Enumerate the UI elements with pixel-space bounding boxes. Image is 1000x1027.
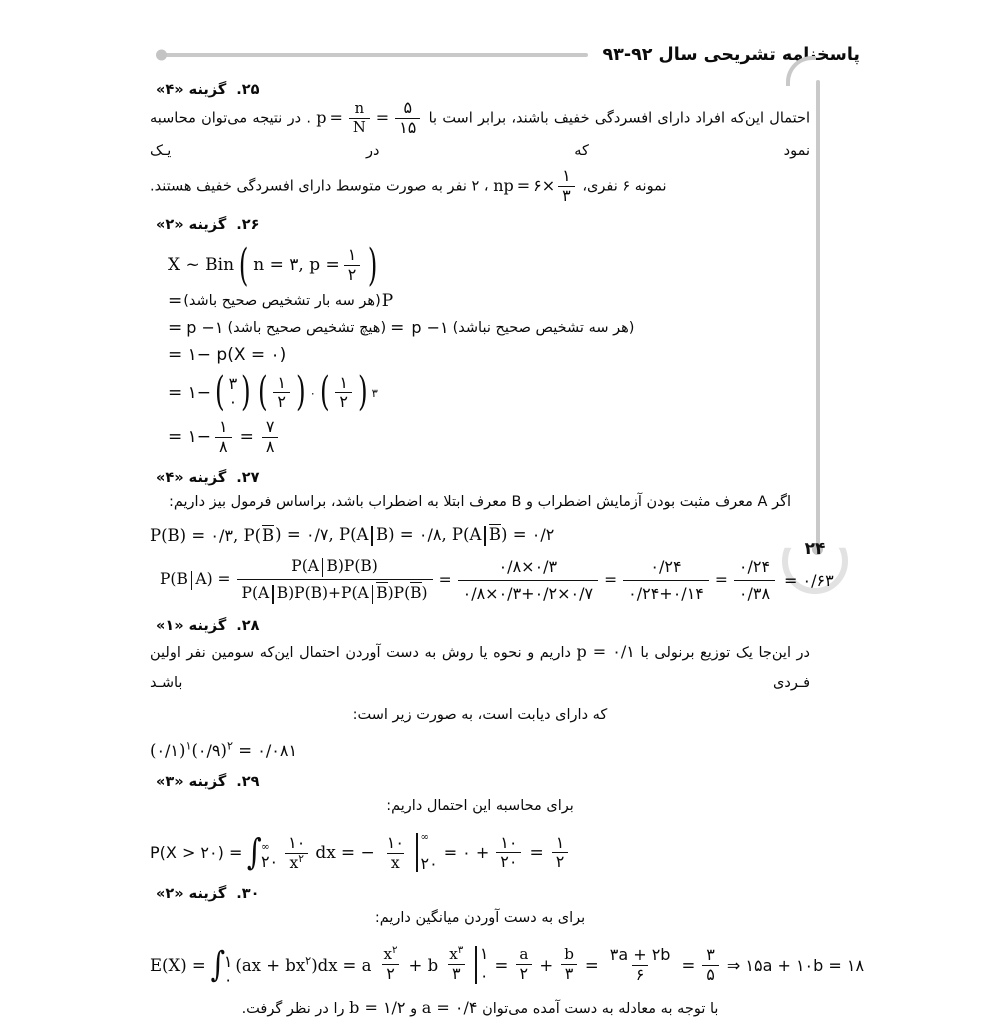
page-header bbox=[160, 38, 860, 72]
evaluation-bar-1: ∞ ۲۰ bbox=[416, 833, 438, 872]
solution-28-head bbox=[150, 618, 810, 634]
p-equals-value: p = ۰/۱ bbox=[576, 642, 635, 662]
b-value: b = ۱/۲ bbox=[349, 998, 406, 1018]
header-decorative-rule bbox=[160, 53, 588, 57]
solution-28-number: ۲۸. bbox=[236, 618, 260, 635]
solution-25-number: ۲۵. bbox=[236, 82, 260, 98]
solution-30-choice: گزینه «۲» bbox=[156, 886, 227, 903]
solution-29-head bbox=[150, 774, 810, 790]
solution-26-choice: گزینه «۲» bbox=[156, 216, 227, 233]
integral-sign-1: ∫ ∞ ۲۰ bbox=[247, 832, 279, 874]
solution-30-text-c: و bbox=[410, 1001, 418, 1018]
solution-27 bbox=[150, 469, 834, 605]
evaluation-bar-2: ۱ ۰ bbox=[475, 946, 488, 984]
probability-lhs: P(X > ۲۰) = bbox=[150, 843, 243, 863]
equals-2: = bbox=[375, 107, 390, 127]
equals-17: = bbox=[494, 955, 509, 975]
solution-27-number: ۲۷. bbox=[236, 469, 260, 486]
p-symbol: p bbox=[316, 107, 327, 127]
equals-4: = bbox=[168, 290, 183, 311]
solution-29-choice: گزینه «۳» bbox=[156, 773, 227, 790]
equals-19: = bbox=[681, 955, 696, 975]
six-times: ۶× bbox=[533, 176, 556, 196]
equals-7: = ۱− bbox=[168, 382, 212, 403]
solution-26-number: ۲۶. bbox=[236, 216, 260, 233]
fraction-10-over-x2: $\frac{۱۰}{x^۲}$ bbox=[284, 835, 309, 871]
solutions-container bbox=[150, 82, 865, 1027]
solution-30-text-a: با توجه به معادله به دست آمده می‌توان bbox=[482, 1001, 719, 1018]
expectation-lhs: E(X) = bbox=[150, 955, 206, 975]
equals-12: = bbox=[714, 571, 728, 590]
solution-25-text-1b: . در نتیجه می‌توان محاسبه نمود که در یـک bbox=[150, 110, 810, 159]
half-power-zero: ( $\frac{۱}{۲}$ ) bbox=[257, 369, 306, 416]
equals-3: = bbox=[516, 176, 531, 196]
fraction-x3-over-3: $\frac{x^۳}{۳}$ bbox=[449, 944, 464, 984]
np-symbol: np bbox=[493, 176, 514, 196]
solution-26-head bbox=[150, 217, 810, 233]
solution-29 bbox=[150, 774, 810, 873]
solution-25 bbox=[150, 82, 810, 205]
integrand-1: $(ax + bx^۲)dx$ bbox=[235, 954, 338, 975]
fraction-x2-over-2: $\frac{x^۲}{۲}$ bbox=[383, 944, 398, 984]
solution-27-intro: اگر A معرف مثبت بودن آزمایش اضطراب و B معرف ابتلا به اضطراب باشد، براساس فرمول بیز داریم: bbox=[168, 493, 792, 510]
integral-sign-2: ∫ ۱ ۰ bbox=[210, 944, 233, 990]
solution-26-line-2 bbox=[150, 291, 810, 311]
solution-30-closing bbox=[150, 992, 810, 1025]
binomial-params: n = ۳, p = bbox=[253, 255, 340, 276]
one-minus-p-1: ۱− p bbox=[411, 318, 449, 337]
fraction-1-over-2-a: $\frac{۱}{۲}$ bbox=[344, 247, 361, 284]
solution-27-givens: P(B) = ۰/۳, P( B ) = ۰/۷, P(A B) = ۰/۸, P(A B) = ۰/۲ bbox=[150, 525, 555, 546]
fraction-10-over-x: $\frac{۱۰}{x}$ bbox=[386, 832, 404, 872]
equals-15: = bbox=[529, 842, 544, 863]
solution-28-math: (۰/۱)$^۱$(۰/۹)$^۲$ = ۰/۰۸۱ bbox=[150, 739, 298, 760]
equals-8: = ۱− bbox=[168, 427, 212, 448]
solution-26 bbox=[150, 217, 810, 456]
equals-13: = − bbox=[340, 842, 375, 863]
fraction-1-over-3: $\frac{۱}{۳}$ bbox=[558, 168, 575, 205]
dx-1: dx bbox=[315, 842, 336, 863]
equals-18: = bbox=[584, 955, 599, 975]
solution-25-inline-math-1 bbox=[316, 100, 423, 137]
P-symbol-1: P bbox=[381, 290, 394, 311]
solution-30-intro: برای به دست آوردن میانگین داریم: bbox=[374, 910, 586, 927]
fraction-7-over-8: $\frac{۷}{۸}$ bbox=[262, 419, 279, 456]
solution-26-phrase-3: (هیچ تشخیص صحیح باشد) bbox=[227, 319, 387, 336]
solution-30-head bbox=[150, 886, 810, 902]
solution-25-text-2b: ، ۲ نفر به صورت متوسط دارای افسردگی خفیف هستند. bbox=[150, 178, 489, 195]
right-paren-1: ) bbox=[368, 239, 378, 291]
solution-26-line-1 bbox=[150, 239, 810, 291]
solution-25-line-2 bbox=[150, 168, 810, 205]
fraction-b-over-3: $\frac{b}{۳}$ bbox=[560, 947, 578, 983]
fraction-10-over-20: $\frac{۱۰}{۲۰}$ bbox=[496, 835, 521, 872]
equals-6: = bbox=[168, 317, 183, 338]
fraction-1-over-2-result: $\frac{۱}{۲}$ bbox=[552, 835, 569, 872]
solution-28-text-a: در این‌جا یک توزیع برنولی با bbox=[640, 645, 810, 662]
bayes-numeric-fraction-3: ۰/۲۴ ۰/۳۸ bbox=[734, 556, 775, 604]
solution-28-line-2 bbox=[150, 701, 810, 731]
solution-27-bayes: P(B A) = $\frac{\text{P(A B)P(B)}}{\text{P(A B)P(B)+P(A B)P(B)}}$ = ۰/۸×۰/۳ ۰/۸×۰/۳+۰/۲×۰/۷ = ۰/۲۴ ۰/۲۴+۰/۱۴ = ۰/۲۴ ۰/۳۸ = ۰/۶۳ bbox=[160, 557, 834, 603]
solution-28-text-c: که دارای دیابت است، به صورت زیر است: bbox=[352, 706, 608, 723]
one-minus-pX0: = ۱− p(X = ۰) bbox=[168, 344, 287, 365]
fraction-1-over-8: $\frac{۱}{۸}$ bbox=[215, 419, 232, 456]
solution-28-line-1 bbox=[150, 636, 810, 699]
section-side-label bbox=[189, 0, 204, 60]
solution-27-head bbox=[150, 470, 810, 486]
solution-25-inline-math-2 bbox=[493, 168, 578, 205]
binomial-coefficient: ( ۳ ۰ ) bbox=[214, 369, 251, 416]
fraction-5-over-15: $\frac{۵}{۱۵}$ bbox=[395, 100, 420, 137]
equals-5: = bbox=[390, 317, 405, 338]
bayes-main-fraction: $\frac{\text{P(A B)P(B)}}{\text{P(A B)P(B)+P(A B)P(B)}}$ bbox=[237, 556, 433, 604]
solution-30 bbox=[150, 886, 865, 1024]
equals-1: = bbox=[329, 107, 343, 127]
solution-26-line-3 bbox=[150, 318, 810, 338]
left-paren-1: ( bbox=[238, 239, 249, 291]
page-number: ۲۴ bbox=[804, 539, 826, 559]
fraction-n-over-N: $\frac{n}{N}$ bbox=[349, 101, 370, 135]
fraction-a-over-2: $\frac{a}{۲}$ bbox=[515, 947, 532, 983]
equals-9: = bbox=[239, 427, 254, 448]
solution-27-choice: گزینه «۴» bbox=[156, 469, 227, 486]
plus-b: + b bbox=[408, 955, 439, 975]
one-minus-p-2: ۱− p bbox=[186, 318, 224, 337]
solution-26-line-5: = ۱− ( ۳ ۰ ) ( $\frac{۱}{۲}$ ) ۰ ( $\frac{۱}{۲}$ ) ۳ bbox=[168, 369, 378, 416]
plus-sign-1: + bbox=[539, 955, 554, 975]
equals-10: = bbox=[438, 571, 452, 590]
solution-28 bbox=[150, 618, 810, 759]
rail-vertical-line bbox=[816, 80, 820, 550]
binomial-notation: X ~ Bin bbox=[168, 255, 235, 276]
equals-16: = a bbox=[342, 955, 372, 975]
solution-29-intro: برای محاسبه این احتمال داریم: bbox=[386, 797, 574, 814]
solution-30-number: ۳۰. bbox=[236, 886, 260, 903]
solution-29-number: ۲۹. bbox=[236, 773, 260, 790]
solution-30-text-e: را در نظر گرفت. bbox=[241, 1001, 345, 1018]
solution-29-math bbox=[150, 833, 810, 872]
equals-11: = bbox=[604, 571, 618, 590]
fraction-3-over-5: $\frac{۳}{۵}$ bbox=[702, 947, 719, 984]
solution-25-line-1 bbox=[150, 100, 810, 166]
half-power-three: ( $\frac{۱}{۲}$ ) bbox=[319, 369, 368, 416]
solution-25-text-1a: احتمال این‌که افراد دارای افسردگی خفیف باشند، برابر است با bbox=[428, 110, 811, 127]
bayes-numeric-fraction-1: ۰/۸×۰/۳ ۰/۸×۰/۳+۰/۲×۰/۷ bbox=[458, 556, 599, 604]
page-title: پاسخنامه تشریحی سال ۹۲-۹۳ bbox=[602, 45, 860, 65]
solution-26-line-4 bbox=[150, 345, 810, 365]
a-value: a = ۰/۴ bbox=[421, 998, 478, 1018]
solution-25-text-2a: نمونه ۶ نفری، bbox=[582, 178, 667, 195]
solution-25-head bbox=[150, 82, 810, 98]
solution-28-choice: گزینه «۱» bbox=[156, 618, 227, 635]
bayes-result: = ۰/۶۳ bbox=[784, 570, 834, 590]
equals-14: = ۰ + bbox=[443, 843, 490, 863]
solution-26-phrase-2: (هر سه تشخیص صحیح نباشد) bbox=[452, 319, 635, 336]
solution-30-math bbox=[150, 944, 865, 990]
solution-26-line-6 bbox=[150, 419, 810, 456]
fraction-3a2b-over-6: $\frac{۳a + ۲b}{۶}$ bbox=[609, 944, 671, 984]
solution-25-choice: گزینه «۴» bbox=[156, 82, 227, 98]
bayes-numeric-fraction-2: ۰/۲۴ ۰/۲۴+۰/۱۴ bbox=[623, 556, 709, 604]
solution-28-text-b: داریم و نحوه یا روش به دست آوردن احتمال این‌که سومین نفر اولین فـردی باشـد bbox=[150, 645, 810, 692]
implication-result: ⇒ ۱۵a + ۱۰b = ۱۸ bbox=[726, 955, 865, 975]
solution-26-phrase-1: (هر سه بار تشخیص صحیح باشد) bbox=[183, 292, 381, 309]
